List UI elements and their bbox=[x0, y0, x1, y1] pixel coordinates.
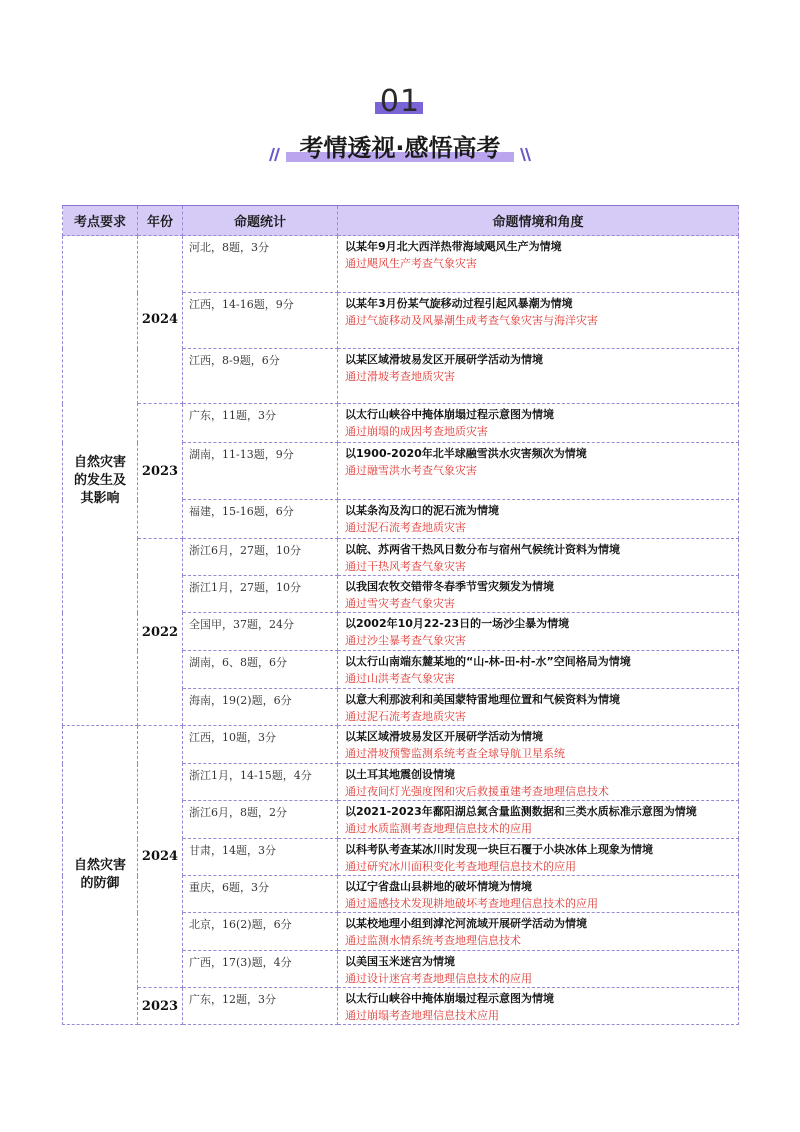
table-row bbox=[63, 988, 739, 1025]
context-title: 以太行山南端东麓某地的“山-林-田-村-水”空间格局为情境 bbox=[345, 655, 631, 668]
context-angle: 通过泥石流考查地质灾害 bbox=[345, 710, 466, 723]
context-title: 以2002年10月22-23日的一场沙尘暴为情境 bbox=[345, 617, 570, 630]
exam-analysis-table bbox=[62, 205, 739, 1025]
table-row bbox=[63, 539, 739, 576]
context-angle: 通过山洪考查气象灾害 bbox=[345, 672, 455, 685]
context-title: 以科考队考查某冰川时发现一块巨石覆于小块冰体上现象为情境 bbox=[345, 843, 653, 856]
context-angle: 通过夜间灯光强度图和灾后救援重建考查地理信息技术 bbox=[345, 785, 609, 798]
year-cell: 2023 bbox=[138, 404, 183, 539]
context-cell bbox=[338, 651, 739, 689]
stat-cell: 海南，19(2)题，6分 bbox=[183, 689, 338, 726]
stat-cell: 重庆，6题，3分 bbox=[183, 876, 338, 913]
stat-cell: 江西，10题，3分 bbox=[183, 726, 338, 764]
stat-cell: 江西，14-16题，9分 bbox=[183, 293, 338, 349]
stat-cell: 湖南，6、8题，6分 bbox=[183, 651, 338, 689]
table-row bbox=[63, 404, 739, 443]
context-title: 以某年3月份某气旋移动过程引起风暴潮为情境 bbox=[345, 297, 573, 310]
stat-cell: 浙江1月，14-15题，4分 bbox=[183, 764, 338, 801]
context-title: 以太行山峡谷中掩体崩塌过程示意图为情境 bbox=[345, 992, 554, 1005]
context-title: 以皖、苏两省干热风日数分布与宿州气候统计资料为情境 bbox=[345, 543, 620, 556]
context-cell bbox=[338, 539, 739, 576]
context-angle: 通过水质监测考查地理信息技术的应用 bbox=[345, 822, 532, 835]
table-row bbox=[63, 236, 739, 293]
context-title: 以2021-2023年鄱阳湖总氮含量监测数据和三类水质标准示意图为情境 bbox=[345, 805, 697, 818]
context-angle: 通过气旋移动及风暴潮生成考查气象灾害与海洋灾害 bbox=[345, 314, 598, 327]
context-cell bbox=[338, 764, 739, 801]
stat-cell: 广东，12题，3分 bbox=[183, 988, 338, 1025]
right-slash-decoration bbox=[520, 146, 532, 162]
context-angle: 通过设计迷宫考查地理信息技术的应用 bbox=[345, 972, 532, 985]
section-title: 考情透视·感悟高考 bbox=[299, 134, 501, 162]
context-cell bbox=[338, 500, 739, 539]
stat-cell: 全国甲，37题，24分 bbox=[183, 613, 338, 651]
context-title: 以意大利那波利和美国蒙特雷地理位置和气候资料为情境 bbox=[345, 693, 620, 706]
context-cell bbox=[338, 576, 739, 613]
context-cell bbox=[338, 349, 739, 404]
year-cell: 2022 bbox=[138, 539, 183, 726]
stat-cell: 浙江6月，8题，2分 bbox=[183, 801, 338, 839]
context-title: 以辽宁省盘山县耕地的破坏情境为情境 bbox=[345, 880, 532, 893]
context-cell bbox=[338, 404, 739, 443]
context-cell bbox=[338, 236, 739, 293]
stat-cell: 浙江6月，27题，10分 bbox=[183, 539, 338, 576]
year-cell: 2023 bbox=[138, 988, 183, 1025]
context-angle: 通过崩塌的成因考查地质灾害 bbox=[345, 425, 488, 438]
stat-cell: 北京，16(2)题，6分 bbox=[183, 913, 338, 951]
context-cell bbox=[338, 293, 739, 349]
context-title: 以我国农牧交错带冬春季节雪灾频发为情境 bbox=[345, 580, 554, 593]
context-angle: 通过滑坡预警监测系统考查全球导航卫星系统 bbox=[345, 747, 565, 760]
context-angle: 通过遥感技术发现耕地破坏考查地理信息技术的应用 bbox=[345, 897, 598, 910]
column-header: 考点要求 bbox=[63, 206, 138, 236]
context-title: 以美国玉米迷宫为情境 bbox=[345, 955, 455, 968]
context-cell bbox=[338, 443, 739, 500]
stat-cell: 福建，15-16题，6分 bbox=[183, 500, 338, 539]
section-header bbox=[0, 84, 800, 168]
column-header: 年份 bbox=[138, 206, 183, 236]
context-cell bbox=[338, 613, 739, 651]
context-angle: 通过干热风考查气象灾害 bbox=[345, 560, 466, 573]
context-angle: 通过监测水情系统考查地理信息技术 bbox=[345, 934, 521, 947]
context-angle: 通过崩塌考查地理信息技术应用 bbox=[345, 1009, 499, 1022]
context-title: 以太行山峡谷中掩体崩塌过程示意图为情境 bbox=[345, 408, 554, 421]
topic-cell: 自然灾害的发生及其影响 bbox=[63, 236, 138, 726]
context-cell bbox=[338, 913, 739, 951]
table-header-row bbox=[63, 206, 739, 236]
stat-cell: 浙江1月，27题，10分 bbox=[183, 576, 338, 613]
context-title: 以某区域滑坡易发区开展研学活动为情境 bbox=[345, 353, 543, 366]
stat-cell: 甘肃，14题，3分 bbox=[183, 839, 338, 876]
table-row bbox=[63, 726, 739, 764]
context-cell bbox=[338, 801, 739, 839]
context-angle: 通过研究冰川面积变化考查地理信息技术的应用 bbox=[345, 860, 576, 873]
context-title: 以某年9月北大西洋热带海域飓风生产为情境 bbox=[345, 240, 562, 253]
context-title: 以1900-2020年北半球融雪洪水灾害频次为情境 bbox=[345, 447, 587, 460]
context-angle: 通过滑坡考查地质灾害 bbox=[345, 370, 455, 383]
stat-cell: 广东，11题，3分 bbox=[183, 404, 338, 443]
year-cell: 2024 bbox=[138, 236, 183, 404]
column-header: 命题统计 bbox=[183, 206, 338, 236]
context-cell bbox=[338, 951, 739, 988]
context-cell bbox=[338, 689, 739, 726]
stat-cell: 河北，8题，3分 bbox=[183, 236, 338, 293]
context-cell bbox=[338, 726, 739, 764]
topic-cell: 自然灾害的防御 bbox=[63, 726, 138, 1025]
context-angle: 通过雪灾考查气象灾害 bbox=[345, 597, 455, 610]
context-title: 以某条沟及沟口的泥石流为情境 bbox=[345, 504, 499, 517]
column-header: 命题情境和角度 bbox=[338, 206, 739, 236]
context-cell bbox=[338, 988, 739, 1025]
section-number: 01 bbox=[379, 84, 421, 119]
context-angle: 通过沙尘暴考查气象灾害 bbox=[345, 634, 466, 647]
context-angle: 通过融雪洪水考查气象灾害 bbox=[345, 464, 477, 477]
context-angle: 通过飓风生产考查气象灾害 bbox=[345, 257, 477, 270]
stat-cell: 广西，17(3)题，4分 bbox=[183, 951, 338, 988]
context-title: 以土耳其地震创设情境 bbox=[345, 768, 455, 781]
context-cell bbox=[338, 876, 739, 913]
context-cell bbox=[338, 839, 739, 876]
year-cell: 2024 bbox=[138, 726, 183, 988]
stat-cell: 江西，8-9题，6分 bbox=[183, 349, 338, 404]
context-title: 以某校地理小组到滹沱河流域开展研学活动为情境 bbox=[345, 917, 587, 930]
stat-cell: 湖南，11-13题，9分 bbox=[183, 443, 338, 500]
context-angle: 通过泥石流考查地质灾害 bbox=[345, 521, 466, 534]
context-title: 以某区域滑坡易发区开展研学活动为情境 bbox=[345, 730, 543, 743]
